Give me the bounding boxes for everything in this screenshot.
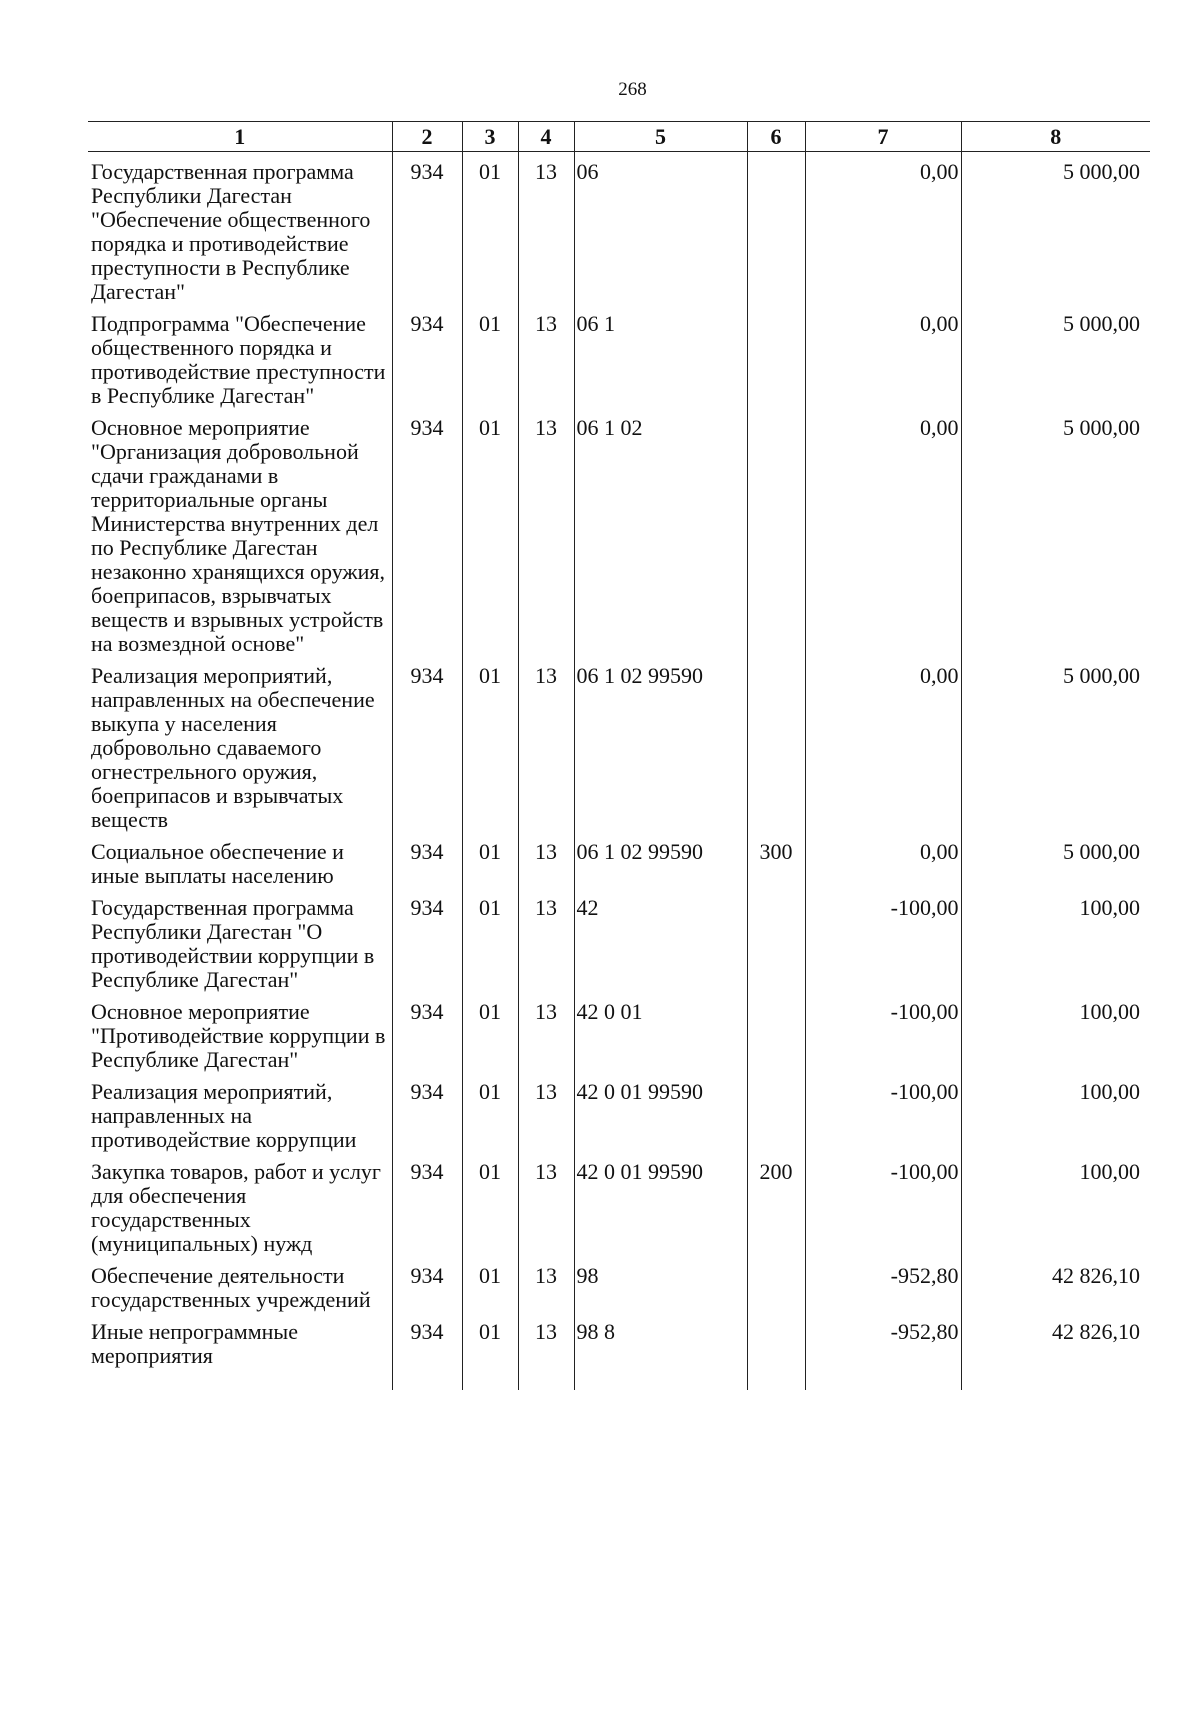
code-col4: 13 bbox=[518, 152, 574, 305]
table-row bbox=[88, 888, 1150, 992]
column-header: 1 bbox=[88, 122, 392, 152]
budget-table bbox=[88, 121, 1150, 1390]
code-col3: 01 bbox=[462, 832, 518, 888]
code-col5: 98 8 bbox=[574, 1312, 747, 1390]
code-col6 bbox=[747, 656, 805, 832]
code-col2: 934 bbox=[392, 304, 462, 408]
code-col4: 13 bbox=[518, 304, 574, 408]
code-col4: 13 bbox=[518, 992, 574, 1072]
code-col5: 06 1 02 99590 bbox=[574, 656, 747, 832]
code-col3: 01 bbox=[462, 888, 518, 992]
code-col4: 13 bbox=[518, 1312, 574, 1390]
code-col6 bbox=[747, 1256, 805, 1312]
code-col5: 98 bbox=[574, 1256, 747, 1312]
code-col3: 01 bbox=[462, 656, 518, 832]
code-col4: 13 bbox=[518, 1072, 574, 1152]
code-col3: 01 bbox=[462, 304, 518, 408]
table-row bbox=[88, 1256, 1150, 1312]
item-name: Иные непрограммные мероприятия bbox=[91, 1319, 298, 1368]
table-row bbox=[88, 152, 1150, 305]
item-name: Государственная программа Республики Дагестан "О противодействии коррупции в Республике Дагестан" bbox=[91, 895, 375, 992]
code-col4: 13 bbox=[518, 656, 574, 832]
code-col4: 13 bbox=[518, 888, 574, 992]
code-col3: 01 bbox=[462, 152, 518, 305]
code-col2: 934 bbox=[392, 408, 462, 656]
header-row bbox=[88, 122, 1150, 152]
code-col6 bbox=[747, 1312, 805, 1390]
table-row bbox=[88, 992, 1150, 1072]
amount-col7: -100,00 bbox=[805, 888, 961, 992]
amount-col7: -100,00 bbox=[805, 1072, 961, 1152]
code-col4: 13 bbox=[518, 1152, 574, 1256]
code-col5: 42 0 01 99590 bbox=[574, 1072, 747, 1152]
code-col6: 200 bbox=[747, 1152, 805, 1256]
column-header: 2 bbox=[392, 122, 462, 152]
item-name: Подпрограмма "Обеспечение общественного порядка и противодействие преступности в Республике Дагестан" bbox=[91, 311, 386, 408]
code-col3: 01 bbox=[462, 408, 518, 656]
amount-col7: 0,00 bbox=[805, 304, 961, 408]
code-col2: 934 bbox=[392, 832, 462, 888]
amount-col8: 100,00 bbox=[961, 1152, 1150, 1256]
code-col3: 01 bbox=[462, 1072, 518, 1152]
amount-col7: -100,00 bbox=[805, 1152, 961, 1256]
code-col6 bbox=[747, 304, 805, 408]
amount-col7: -952,80 bbox=[805, 1256, 961, 1312]
page-number: 268 bbox=[618, 79, 647, 100]
table-row bbox=[88, 1312, 1150, 1390]
amount-col8: 5 000,00 bbox=[961, 656, 1150, 832]
code-col5: 42 0 01 bbox=[574, 992, 747, 1072]
amount-col7: 0,00 bbox=[805, 152, 961, 305]
column-header: 3 bbox=[462, 122, 518, 152]
code-col2: 934 bbox=[392, 656, 462, 832]
code-col2: 934 bbox=[392, 992, 462, 1072]
amount-col7: -952,80 bbox=[805, 1312, 961, 1390]
amount-col8: 42 826,10 bbox=[961, 1256, 1150, 1312]
column-header: 7 bbox=[805, 122, 961, 152]
amount-col8: 100,00 bbox=[961, 1072, 1150, 1152]
code-col5: 06 1 bbox=[574, 304, 747, 408]
column-header: 5 bbox=[574, 122, 747, 152]
item-name: Обеспечение деятельности государственных учреждений bbox=[91, 1263, 371, 1312]
amount-col8: 100,00 bbox=[961, 888, 1150, 992]
table-row bbox=[88, 1072, 1150, 1152]
code-col3: 01 bbox=[462, 1312, 518, 1390]
table-row bbox=[88, 304, 1150, 408]
amount-col8: 5 000,00 bbox=[961, 408, 1150, 656]
code-col2: 934 bbox=[392, 1072, 462, 1152]
code-col4: 13 bbox=[518, 832, 574, 888]
code-col6 bbox=[747, 992, 805, 1072]
table-row bbox=[88, 832, 1150, 888]
amount-col7: 0,00 bbox=[805, 408, 961, 656]
code-col2: 934 bbox=[392, 888, 462, 992]
item-name: Реализация мероприятий, направленных на обеспечение выкупа у населения добровольно сдаваемого огнестрельного оружия, боеприпасов и взрывчатых веществ bbox=[91, 663, 375, 832]
column-header: 6 bbox=[747, 122, 805, 152]
amount-col7: -100,00 bbox=[805, 992, 961, 1072]
code-col5: 42 bbox=[574, 888, 747, 992]
column-header: 4 bbox=[518, 122, 574, 152]
amount-col8: 5 000,00 bbox=[961, 304, 1150, 408]
amount-col7: 0,00 bbox=[805, 832, 961, 888]
code-col3: 01 bbox=[462, 1256, 518, 1312]
amount-col8: 5 000,00 bbox=[961, 152, 1150, 305]
column-header: 8 bbox=[961, 122, 1150, 152]
code-col5: 06 1 02 bbox=[574, 408, 747, 656]
item-name: Основное мероприятие "Противодействие коррупции в Республике Дагестан" bbox=[91, 999, 386, 1072]
table-row bbox=[88, 656, 1150, 832]
amount-col8: 42 826,10 bbox=[961, 1312, 1150, 1390]
code-col3: 01 bbox=[462, 992, 518, 1072]
code-col5: 42 0 01 99590 bbox=[574, 1152, 747, 1256]
code-col5: 06 bbox=[574, 152, 747, 305]
table-row bbox=[88, 408, 1150, 656]
code-col3: 01 bbox=[462, 1152, 518, 1256]
amount-col8: 100,00 bbox=[961, 992, 1150, 1072]
item-name: Основное мероприятие "Организация добровольной сдачи гражданами в территориальные органы Министерства внутренних дел по Республике Дагестан незаконно хранящихся оружия, боеприпасов, взрывчатых веществ и взрывных устройств на возмездной основе" bbox=[91, 415, 386, 656]
code-col5: 06 1 02 99590 bbox=[574, 832, 747, 888]
table-row bbox=[88, 1152, 1150, 1256]
code-col4: 13 bbox=[518, 1256, 574, 1312]
item-name: Закупка товаров, работ и услуг для обеспечения государственных (муниципальных) нужд bbox=[91, 1159, 381, 1256]
code-col4: 13 bbox=[518, 408, 574, 656]
item-name: Реализация мероприятий, направленных на противодействие коррупции bbox=[91, 1079, 357, 1152]
code-col6 bbox=[747, 152, 805, 305]
code-col2: 934 bbox=[392, 1256, 462, 1312]
item-name: Социальное обеспечение и иные выплаты населению bbox=[91, 839, 344, 888]
code-col2: 934 bbox=[392, 1312, 462, 1390]
amount-col8: 5 000,00 bbox=[961, 832, 1150, 888]
code-col6: 300 bbox=[747, 832, 805, 888]
item-name: Государственная программа Республики Дагестан "Обеспечение общественного порядка и противодействие преступности в Республике Дагестан" bbox=[91, 159, 371, 304]
code-col6 bbox=[747, 1072, 805, 1152]
code-col2: 934 bbox=[392, 152, 462, 305]
code-col6 bbox=[747, 408, 805, 656]
code-col2: 934 bbox=[392, 1152, 462, 1256]
code-col6 bbox=[747, 888, 805, 992]
amount-col7: 0,00 bbox=[805, 656, 961, 832]
